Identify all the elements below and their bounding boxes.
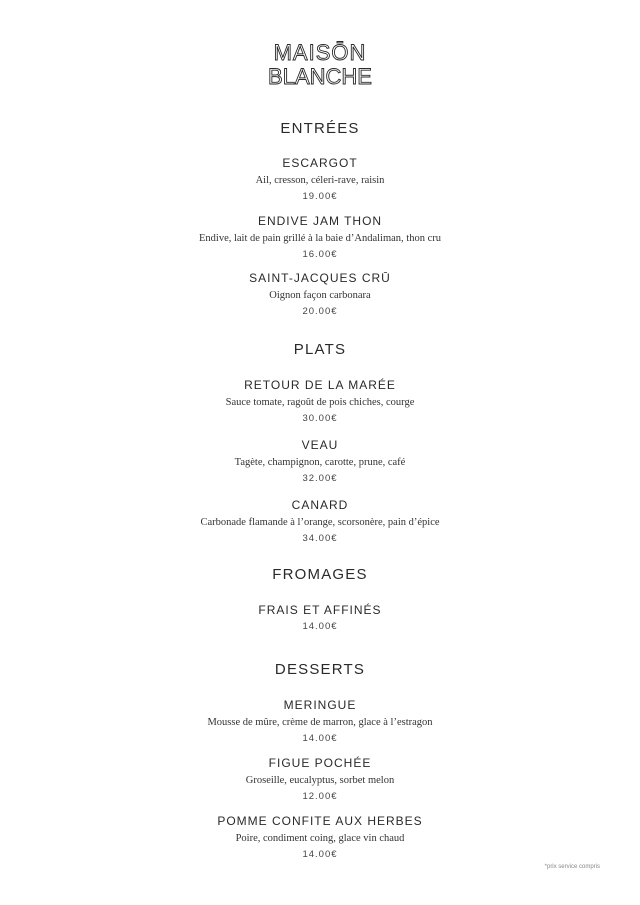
item-name: SAINT-JACQUES CRŪ bbox=[249, 271, 391, 285]
item-name: ENDIVE JAM THON bbox=[257, 214, 383, 228]
item-name: CANARD bbox=[291, 498, 349, 512]
item-description: Oignon façon carbonara bbox=[269, 290, 371, 301]
section-title-entrees: ENTRÉES bbox=[280, 120, 360, 137]
item-name: POMME CONFITE AUX HERBES bbox=[217, 814, 423, 828]
item-description: Ail, cresson, céleri-rave, raisin bbox=[255, 175, 385, 186]
maison-blanche-logo bbox=[265, 40, 375, 90]
menu-item bbox=[0, 377, 640, 426]
menu-item bbox=[0, 697, 640, 746]
item-price: 14.00€ bbox=[302, 849, 338, 860]
menu-item bbox=[0, 437, 640, 486]
menu-item bbox=[0, 270, 640, 319]
item-price: 14.00€ bbox=[302, 621, 338, 632]
item-name: FIGUE POCHÉE bbox=[268, 756, 372, 770]
menu-item bbox=[0, 755, 640, 804]
item-price: 32.00€ bbox=[302, 473, 338, 484]
item-name: MERINGUE bbox=[283, 698, 357, 712]
item-description: Carbonade flamande à l’orange, scorsonère, pain d’épice bbox=[200, 517, 440, 528]
section-title-plats: PLATS bbox=[293, 341, 347, 358]
item-description: Sauce tomate, ragoût de pois chiches, courge bbox=[225, 397, 415, 408]
item-price: 34.00€ bbox=[302, 533, 338, 544]
menu-item bbox=[0, 213, 640, 262]
brand-logo bbox=[0, 40, 640, 95]
item-name: ESCARGOT bbox=[282, 156, 358, 170]
item-price: 16.00€ bbox=[302, 249, 338, 260]
menu-item bbox=[0, 602, 640, 634]
item-description: Groseille, eucalyptus, sorbet melon bbox=[245, 775, 395, 786]
item-description: Endive, lait de pain grillé à la baie d’Andaliman, thon cru bbox=[198, 233, 441, 244]
item-name: FRAIS ET AFFINÉS bbox=[258, 603, 382, 617]
item-price: 14.00€ bbox=[302, 733, 338, 744]
item-price: 30.00€ bbox=[302, 413, 338, 424]
section-title-fromages: FROMAGES bbox=[272, 566, 368, 583]
item-name: VEAU bbox=[301, 438, 339, 452]
item-description: Poire, condiment coing, glace vin chaud bbox=[235, 833, 405, 844]
item-price: 20.00€ bbox=[302, 306, 338, 317]
item-name: RETOUR DE LA MARÉE bbox=[244, 378, 396, 392]
item-description: Tagète, champignon, carotte, prune, café bbox=[234, 457, 406, 468]
footnote: *prix service compris bbox=[544, 864, 600, 870]
menu-item bbox=[0, 813, 640, 862]
item-description: Mousse de mûre, crème de marron, glace à l’estragon bbox=[207, 717, 433, 728]
menu-item bbox=[0, 497, 640, 546]
item-price: 19.00€ bbox=[302, 191, 338, 202]
menu-item bbox=[0, 155, 640, 204]
brand-line2: BLANCHE bbox=[268, 64, 372, 89]
brand-line1: MAISŌN bbox=[273, 40, 367, 65]
section-title-desserts: DESSERTS bbox=[274, 661, 366, 678]
item-price: 12.00€ bbox=[302, 791, 338, 802]
